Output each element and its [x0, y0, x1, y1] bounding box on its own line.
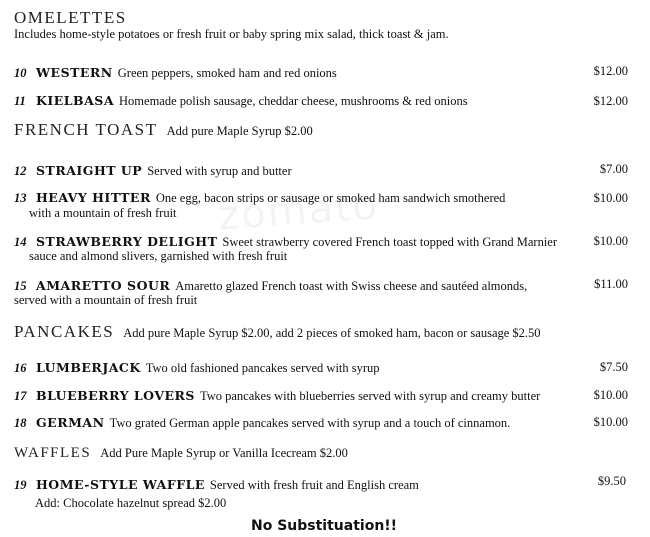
item-name: WESTERN	[36, 65, 113, 80]
item-name: GERMAN	[36, 415, 105, 430]
item-number: 11	[14, 94, 26, 108]
section-title-french-toast: FRENCH TOAST	[14, 120, 158, 139]
item-name: KIELBASA	[36, 93, 115, 108]
item-name: BLUEBERRY LOVERS	[36, 388, 195, 403]
omelettes-note: Includes home-style potatoes or fresh fruit or baby spring mix salad, thick toast & jam.	[14, 27, 449, 41]
section-header-waffles	[14, 442, 348, 462]
item-number: 15	[14, 279, 27, 293]
item-description: Two pancakes with blueberries served with syrup and creamy butter	[199, 389, 541, 403]
pancakes-note: Add pure Maple Syrup $2.00, add 2 pieces of smoked ham, bacon or sausage $2.50	[123, 326, 541, 340]
item-number: 14	[14, 235, 27, 249]
menu-item	[14, 275, 527, 294]
waffles-note: Add Pure Maple Syrup or Vanilla Icecream $2.00	[100, 446, 348, 460]
item-price: $12.00	[593, 64, 628, 78]
item-name: HEAVY HITTER	[36, 190, 151, 205]
menu-item	[14, 231, 557, 250]
menu-item	[14, 385, 540, 404]
item-description: Amaretto glazed French toast with Swiss cheese and sautéed almonds,	[175, 279, 528, 293]
item-number: 18	[14, 416, 27, 430]
item-number: 13	[14, 191, 27, 205]
section-header-french-toast	[14, 120, 313, 140]
menu-item	[14, 187, 505, 206]
item-price: $11.00	[594, 277, 628, 291]
item-name: HOME-STYLE WAFFLE	[36, 477, 205, 492]
section-header-pancakes	[14, 322, 541, 342]
section-title-pancakes: PANCAKES	[14, 322, 115, 341]
item-description: Served with fresh fruit and English cream	[209, 478, 419, 492]
menu-item	[14, 90, 468, 109]
item-description: Sweet strawberry covered French toast topped with Grand Marnier	[222, 235, 558, 249]
item-description: Served with syrup and butter	[147, 164, 292, 178]
item-number: 19	[14, 478, 27, 492]
item-description-line2: Add: Chocolate hazelnut spread $2.00	[35, 496, 227, 510]
item-price: $10.00	[593, 388, 628, 402]
item-description: One egg, bacon strips or sausage or smoked ham sandwich smothered	[155, 191, 506, 205]
item-description: Green peppers, smoked ham and red onions	[117, 66, 337, 80]
item-description-line2: served with a mountain of fresh fruit	[14, 293, 198, 307]
item-price: $12.00	[593, 94, 628, 108]
item-description: Homemade polish sausage, cheddar cheese, mushrooms & red onions	[119, 94, 468, 108]
item-price: $7.50	[599, 360, 628, 374]
section-title-waffles: WAFFLES	[14, 445, 92, 461]
item-price: $9.50	[597, 474, 626, 488]
menu-item	[14, 357, 380, 376]
item-number: 10	[14, 66, 27, 80]
menu-item	[14, 160, 292, 179]
item-price: $7.00	[599, 162, 628, 176]
item-description: Two old fashioned pancakes served with syrup	[145, 361, 380, 375]
item-number: 12	[14, 164, 27, 178]
section-title-omelettes: OMELETTES	[14, 8, 127, 27]
item-description: Two grated German apple pancakes served with syrup and a touch of cinnamon.	[109, 416, 511, 430]
item-description-line2: with a mountain of fresh fruit	[29, 206, 177, 220]
item-name: AMARETTO SOUR	[36, 278, 171, 293]
menu-item	[14, 474, 419, 493]
item-price: $10.00	[593, 234, 628, 248]
item-name: STRAIGHT UP	[36, 163, 143, 178]
item-price: $10.00	[593, 191, 628, 205]
french-toast-note: Add pure Maple Syrup $2.00	[166, 124, 313, 138]
item-number: 16	[14, 361, 27, 375]
item-description-line2: sauce and almond slivers, garnished with fresh fruit	[29, 249, 288, 263]
menu-item	[14, 62, 337, 81]
item-price: $10.00	[593, 415, 628, 429]
footer-note: No Substituation!!	[251, 518, 398, 534]
item-number: 17	[14, 389, 27, 403]
item-name: STRAWBERRY DELIGHT	[36, 234, 218, 249]
menu-item	[14, 412, 510, 431]
item-name: LUMBERJACK	[36, 360, 141, 375]
